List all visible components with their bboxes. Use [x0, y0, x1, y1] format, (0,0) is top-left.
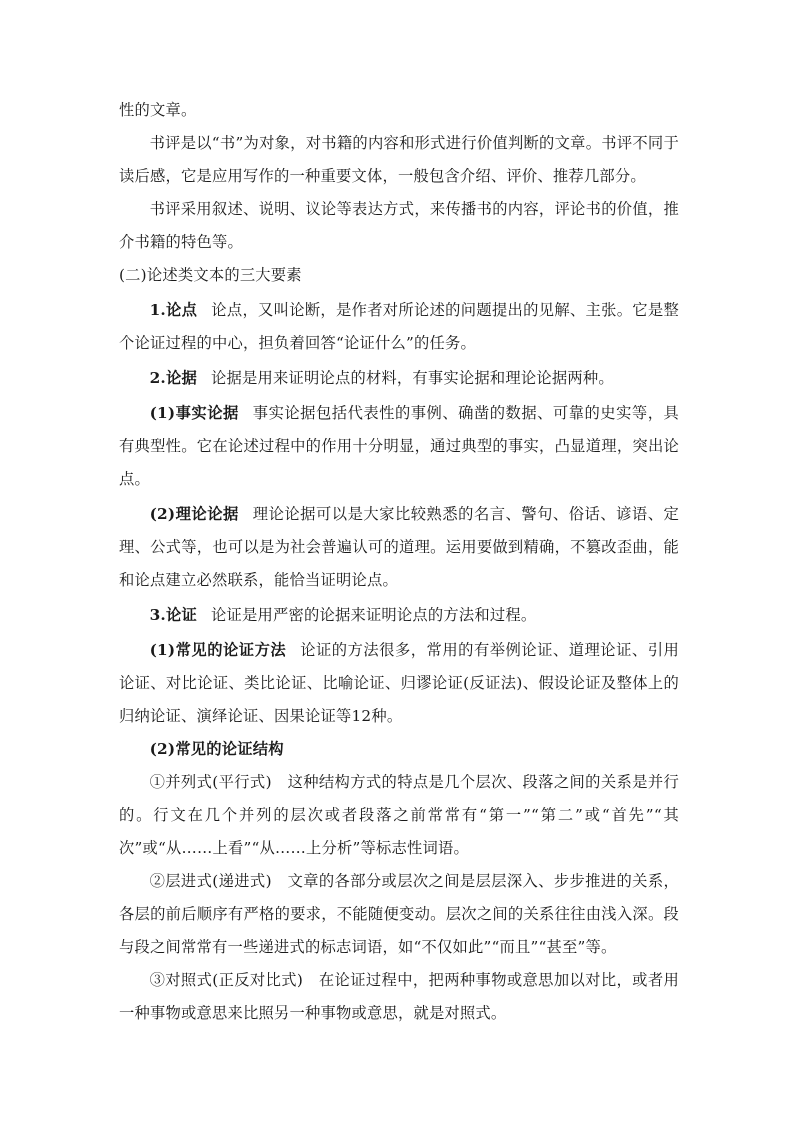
paragraph-text: 书评采用叙述、说明、议论等表达方式，来传播书的内容，评论书的价值，推介书籍的特色等。 [119, 200, 679, 251]
paragraph-book-review-method [119, 193, 679, 259]
paragraph-text: 论据是用来证明论点的材料，有事实论据和理论论据两种。 [210, 369, 614, 387]
paragraph-lead: (2)常见的论证结构 [149, 740, 284, 758]
paragraph-factual-evidence [119, 397, 679, 496]
paragraph-text: 论点，又叫论断，是作者对所论述的问题提出的见解、主张。它是整个论证过程的中心，担负着回答“论证什么”的任务。 [119, 301, 679, 352]
paragraph-argument-structures [119, 733, 679, 766]
paragraph-argument-evidence [119, 362, 679, 395]
paragraph-progressive-structure [119, 865, 679, 964]
section-heading-text: (二)论述类文本的三大要素 [119, 266, 302, 284]
paragraph-argument-methods [119, 634, 679, 733]
paragraph-text: 书评是以“书”为对象，对书籍的内容和形式进行价值判断的文章。书评不同于读后感，它是应用写作的一种重要文体，一般包含介绍、评价、推荐几部分。 [119, 134, 679, 185]
paragraph-text: 事实论据包括代表性的事例、确凿的数据、可靠的史实等，具有典型性。它在论述过程中的作用十分明显，通过典型的事实，凸显道理，突出论点。 [119, 404, 679, 488]
paragraph-lead: 3.论证 [149, 606, 197, 624]
paragraph-lead: (2)理论论据 [149, 505, 239, 523]
paragraph-lead: (1)事实论据 [149, 404, 239, 422]
paragraph-text: ②层进式(递进式) 文章的各部分或层次之间是层层深入、步步推进的关系，各层的前后顺序有严格的要求，不能随便变动。层次之间的关系往往由浅入深。段与段之间常常有一些递进式的标志词语，如“不仅如此”“而且”“甚至”等。 [119, 872, 679, 956]
paragraph-text: ③对照式(正反对比式) 在论证过程中，把两种事物或意思加以对比，或者用一种事物或意思来比照另一种事物或意思，就是对照式。 [119, 971, 679, 1022]
paragraph-text: 性的文章。 [119, 101, 197, 119]
paragraph-text: 论证的方法很多，常用的有举例论证、道理论证、引用论证、对比论证、类比论证、比喻论证、归谬论证(反证法)、假设论证及整体上的归纳论证、演绎论证、因果论证等12种。 [119, 641, 679, 725]
paragraph-argument-point [119, 294, 679, 360]
paragraph-lead: 2.论据 [149, 369, 197, 387]
paragraph-contrast-structure [119, 964, 679, 1030]
paragraph-theoretical-evidence [119, 498, 679, 597]
paragraph-text: 理论论据可以是大家比较熟悉的名言、警句、俗话、谚语、定理、公式等，也可以是为社会普遍认可的道理。运用要做到精确，不篡改歪曲，能和论点建立必然联系，能恰当证明论点。 [119, 505, 679, 589]
paragraph-continuation [119, 94, 679, 127]
paragraph-argumentation [119, 599, 679, 632]
paragraph-parallel-structure [119, 766, 679, 865]
paragraph-text: ①并列式(平行式) 这种结构方式的特点是几个层次、段落之间的关系是并行的。行文在几个并列的层次或者段落之前常常有“第一”“第二”或“首先”“其次”或“从……上看”“从……上分析”等标志性词语。 [119, 773, 679, 857]
document-body [119, 94, 679, 1030]
paragraph-lead: 1.论点 [149, 301, 198, 319]
paragraph-text: 论证是用严密的论据来证明论点的方法和过程。 [210, 606, 537, 624]
section-heading-three-elements [119, 259, 679, 292]
paragraph-book-review-definition [119, 127, 679, 193]
paragraph-lead: (1)常见的论证方法 [149, 641, 287, 659]
